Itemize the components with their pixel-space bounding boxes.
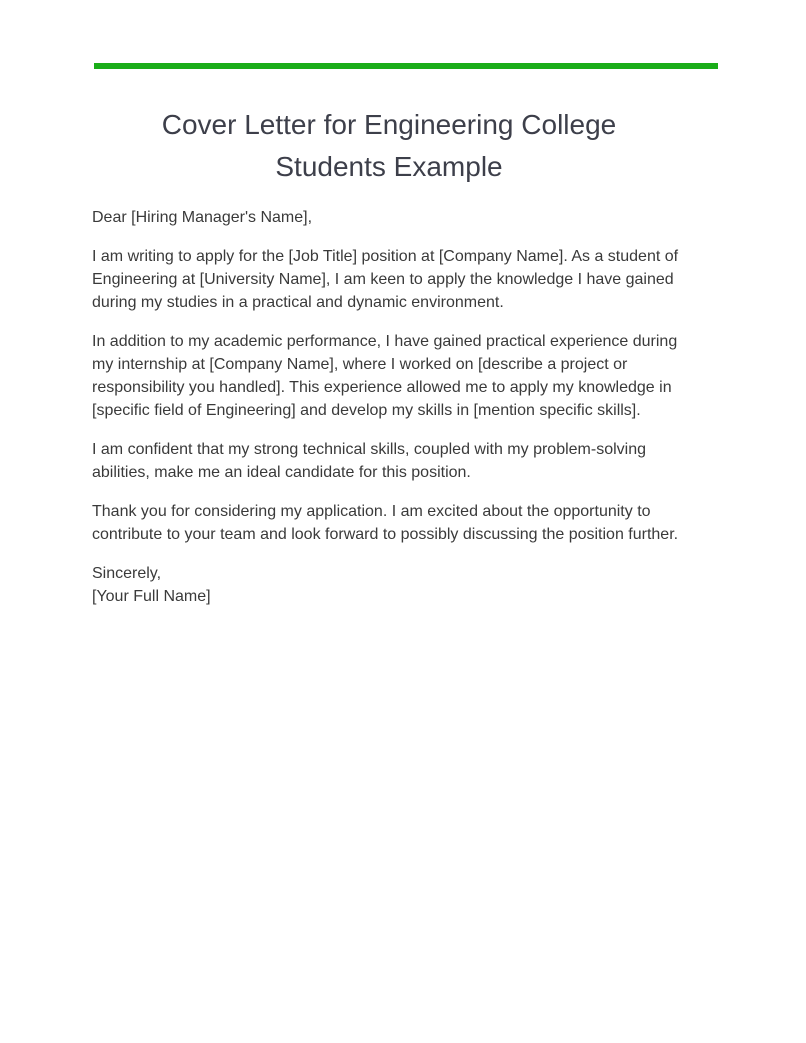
closing: Sincerely,: [92, 565, 162, 582]
top-accent-rule: [94, 63, 718, 69]
page-title: [94, 104, 684, 188]
paragraph-thanks: Thank you for considering my application. I am excited about the opportunity to contribute to your team and look forward to possibly discussing the position further.: [92, 503, 679, 543]
signature: [Your Full Name]: [92, 588, 211, 605]
paragraph-intro: I am writing to apply for the [Job Title] position at [Company Name]. As a student of Engineering at [University Name], I am keen to apply the knowledge I have gained during my studies in a practical and dynamic environment.: [92, 248, 679, 311]
title-line-1: Cover Letter for Engineering College: [161, 109, 617, 140]
letter-body: [92, 206, 692, 624]
title-line-2: Students Example: [275, 151, 503, 182]
salutation: Dear [Hiring Manager's Name],: [92, 209, 313, 226]
paragraph-experience: In addition to my academic performance, I have gained practical experience during my internship at [Company Name], where I worked on [describe a project or responsibility you handled]. This experience allowed me to apply my knowledge in [specific field of Engineering] and develop my skills in [mention specific skills].: [92, 333, 678, 419]
closing-block: [92, 562, 692, 608]
paragraph-confidence: I am confident that my strong technical skills, coupled with my problem-solving abilities, make me an ideal candidate for this position.: [92, 441, 647, 481]
